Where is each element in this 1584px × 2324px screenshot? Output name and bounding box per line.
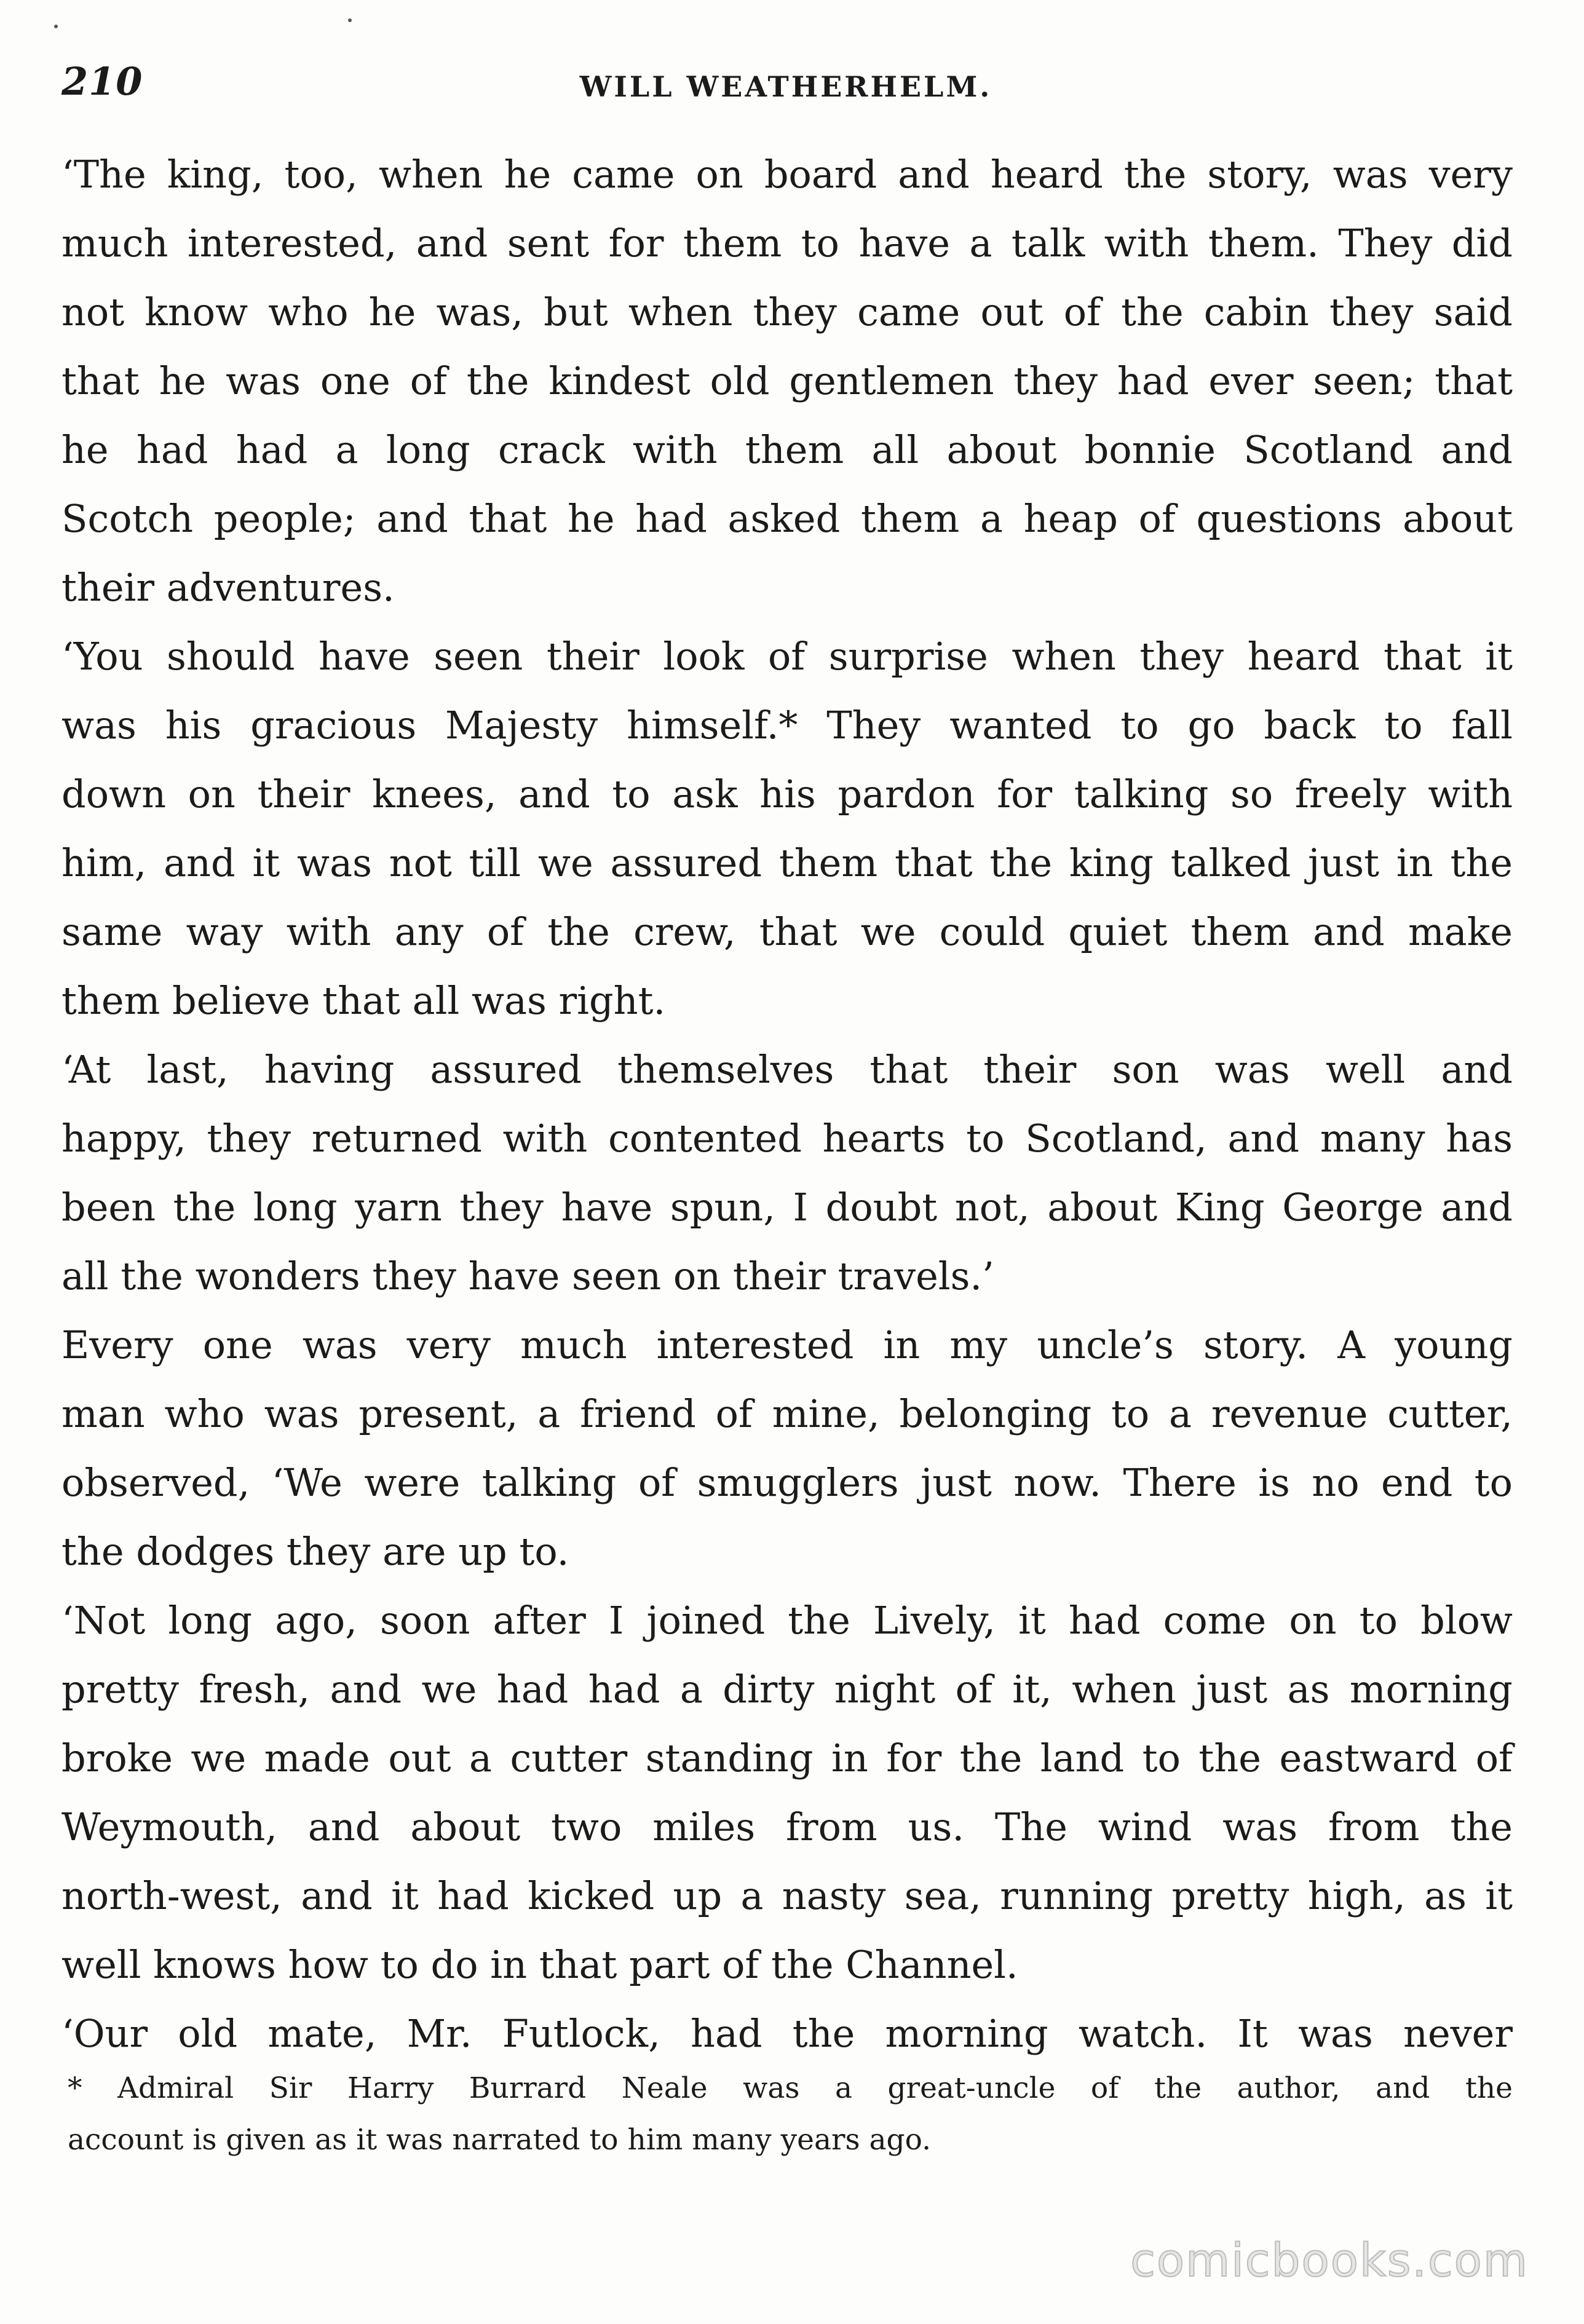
footnote-line: * Admiral Sir Harry Burrard Neale was a great-uncle of the author, and the xyxy=(68,2071,1513,2105)
text-line: man who was present, a friend of mine, belonging to a revenue cutter, xyxy=(61,1391,1513,1436)
page-number: 210 xyxy=(61,59,143,104)
footnote-line: account is given as it was narrated to him many years ago. xyxy=(68,2123,932,2157)
text-line: Scotch people; and that he had asked them a heap of questions about xyxy=(61,496,1513,541)
text-line: north-west, and it had kicked up a nasty sea, running pretty high, as it xyxy=(61,1873,1513,1918)
text-line: was his gracious Majesty himself.* They wanted to go back to fall xyxy=(61,703,1513,748)
text-line: same way with any of the crew, that we could quiet them and make xyxy=(61,909,1513,954)
text-line: pretty fresh, and we had had a dirty night of it, when just as morning xyxy=(61,1667,1513,1712)
text-line: their adventures. xyxy=(61,565,395,610)
text-line: ‘Our old mate, Mr. Futlock, had the morning watch. It was never xyxy=(61,2011,1513,2056)
text-line: all the wonders they have seen on their travels.’ xyxy=(61,1254,994,1298)
text-line: ‘Not long ago, soon after I joined the Lively, it had come on to blow xyxy=(61,1598,1513,1643)
print-speck xyxy=(348,18,352,22)
text-line: been the long yarn they have spun, I doubt not, about King George and xyxy=(61,1185,1513,1230)
text-line: that he was one of the kindest old gentlemen they had ever seen; that xyxy=(61,358,1513,403)
text-line: him, and it was not till we assured them that the king talked just in the xyxy=(61,840,1513,885)
text-line: them believe that all was right. xyxy=(61,978,666,1023)
text-line: broke we made out a cutter standing in for the land to the eastward of xyxy=(61,1736,1513,1781)
print-speck xyxy=(54,25,58,28)
text-line: observed, ‘We were talking of smugglers just now. There is no end to xyxy=(61,1460,1513,1505)
body-text xyxy=(61,140,1513,2068)
text-line: well knows how to do in that part of the Channel. xyxy=(61,1942,1018,1987)
text-line: not know who he was, but when they came out of the cabin they said xyxy=(61,290,1513,334)
watermark: comicbooks.com xyxy=(1130,2234,1529,2287)
text-line: much interested, and sent for them to have a talk with them. They did xyxy=(61,221,1513,266)
text-line: happy, they returned with contented hearts to Scotland, and many has xyxy=(61,1116,1513,1161)
text-line: he had had a long crack with them all about bonnie Scotland and xyxy=(61,427,1513,472)
text-line: the dodges they are up to. xyxy=(61,1529,569,1574)
text-line: ‘You should have seen their look of surprise when they heard that it xyxy=(61,634,1513,679)
text-line: Every one was very much interested in my uncle’s story. A young xyxy=(61,1322,1513,1367)
page-header xyxy=(61,59,1510,121)
text-line: Weymouth, and about two miles from us. The wind was from the xyxy=(61,1804,1513,1849)
text-line: ‘The king, too, when he came on board and heard the story, was very xyxy=(61,152,1513,197)
text-line: ‘At last, having assured themselves that their son was well and xyxy=(61,1047,1513,1092)
footnote xyxy=(68,2063,1513,2166)
running-title: WILL WEATHERHELM. xyxy=(579,70,992,103)
text-line: down on their knees, and to ask his pardon for talking so freely with xyxy=(61,772,1513,816)
